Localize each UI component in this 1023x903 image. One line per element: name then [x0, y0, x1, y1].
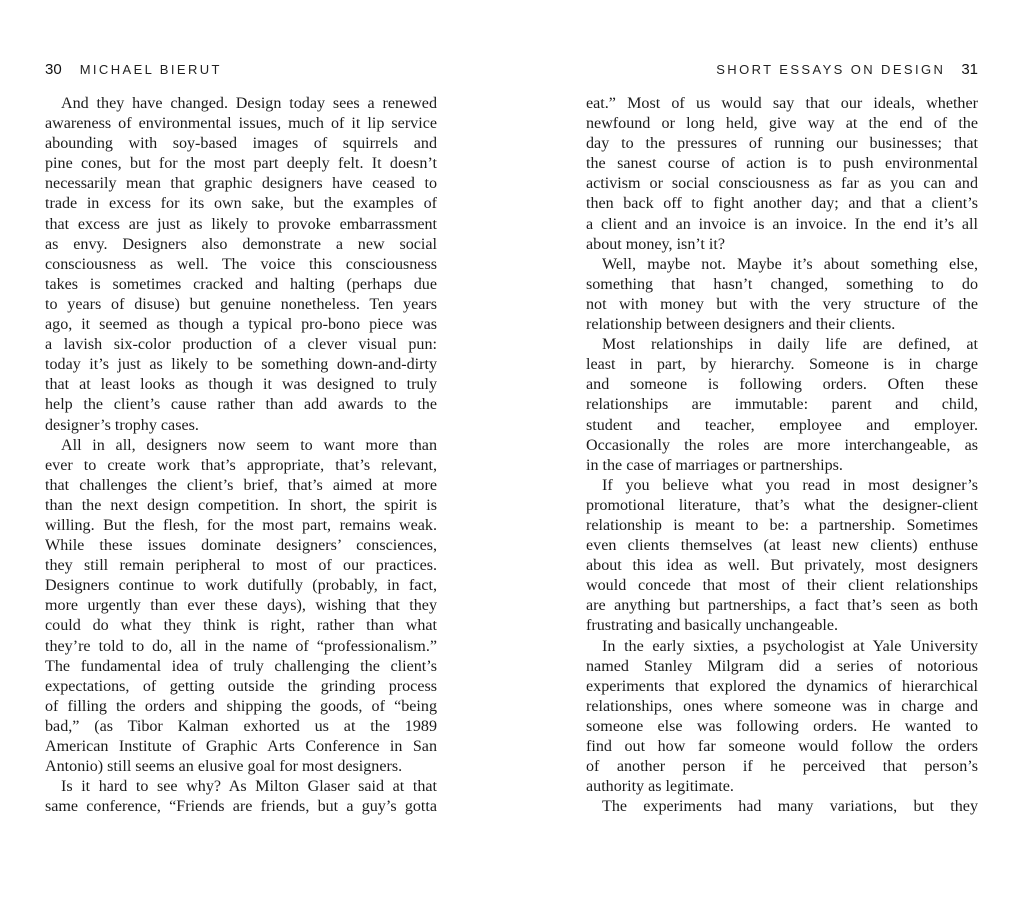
text-line: relationship between designers and their clients.: [586, 316, 896, 334]
text-line: they’re told to do, all in the name of “professionalism.”: [45, 637, 437, 655]
text-line: While these issues dominate designers’ consciences,: [45, 537, 437, 555]
text-line: promotional literature, that’s what the designer-client: [586, 496, 978, 514]
text-line: awareness of environmental issues, much of it lip service: [45, 115, 437, 133]
text-line: of filling the orders and shipping the goods, of “being: [45, 697, 437, 715]
book-title: SHORT ESSAYS ON DESIGN: [716, 62, 946, 77]
text-line: authority as legitimate.: [586, 778, 734, 796]
author-name: MICHAEL BIERUT: [79, 62, 222, 77]
text-line: Most relationships in daily life are defined, at: [602, 336, 978, 354]
right-page: [511, 0, 1023, 903]
text-line: American Institute of Graphic Arts Conference in San: [45, 738, 437, 755]
text-line: experiments that explored the dynamics of hierarchical: [586, 677, 978, 695]
text-line: expectations, of getting outside the grinding process: [45, 677, 437, 695]
text-line: relationship is meant to be: a partnership. Sometimes: [586, 516, 978, 534]
running-head-right: [716, 61, 978, 78]
text-line: to years of disuse) but genuine nonetheless. Ten years: [45, 295, 437, 313]
text-line: pine cones, but for the most part deeply felt. It doesn’t: [45, 155, 437, 173]
text-line: designer’s trophy cases.: [45, 416, 199, 434]
text-line: Designers continue to work dutifully (probably, in fact,: [45, 577, 437, 595]
text-line: then back off to fight another day; and that a client’s: [586, 195, 978, 213]
text-line: If you believe what you read in most designer’s: [602, 476, 978, 494]
text-line: the sanest course of action is to push environmental: [586, 155, 978, 173]
text-line: Is it hard to see why? As Milton Glaser said at that: [61, 778, 437, 796]
text-line: a client and an invoice is an invoice. In the end it’s all: [586, 215, 978, 233]
text-line: about this idea as well. But privately, most designers: [586, 557, 978, 575]
text-line: least in part, by hierarchy. Someone is in charge: [586, 356, 978, 374]
text-line: that challenges the client’s brief, that’s aimed at more: [45, 476, 437, 494]
text-line: even clients themselves (at least new clients) enthuse: [586, 537, 978, 555]
text-line: All in all, designers now seem to want more than: [61, 436, 437, 454]
text-line: In the early sixties, a psychologist at Yale University: [602, 637, 978, 655]
left-page: [0, 0, 511, 903]
text-line: frustrating and basically unchangeable.: [586, 617, 839, 635]
text-line: Well, maybe not. Maybe it’s about something else,: [602, 255, 978, 273]
text-line: bad,” (as Tibor Kalman exhorted us at the 1989: [45, 717, 437, 735]
text-line: as envy. Designers also demonstrate a new social: [45, 235, 437, 253]
text-line: about money, isn’t it?: [586, 235, 726, 253]
text-line: find out how far someone would follow the orders: [586, 738, 978, 755]
text-line: a lavish six-color production of a clever visual pun:: [45, 336, 437, 354]
text-line: willing. But the flesh, for the most part, remains weak.: [45, 516, 437, 534]
text-line: necessarily mean that graphic designers have ceased to: [45, 175, 437, 193]
text-line: The fundamental idea of truly challenging the client’s: [45, 657, 437, 675]
text-line: not with money but with the very structure of the: [586, 295, 978, 313]
text-line: in the case of marriages or partnerships.: [586, 456, 843, 474]
text-line: relationships, ones where someone was in charge and: [586, 697, 978, 715]
text-line: relationships are immutable: parent and child,: [586, 396, 978, 414]
text-line: more urgently than ever these days), wishing that they: [45, 597, 437, 615]
text-line: day to the pressures of running our businesses; that: [586, 135, 978, 153]
text-line: someone else was following orders. He wanted to: [586, 717, 978, 735]
text-line: of another person if he perceived that person’s: [586, 758, 978, 776]
page-number: 30: [45, 61, 62, 78]
text-line: The experiments had many variations, but they: [602, 798, 978, 816]
text-line: and someone is following orders. Often these: [586, 376, 978, 394]
text-line: that excess are just as likely to provoke embarrassment: [45, 215, 437, 233]
text-line: named Stanley Milgram did a series of notorious: [586, 657, 978, 675]
text-line: could do what they think is right, rather than what: [45, 617, 437, 635]
page-number: 31: [961, 61, 978, 78]
text-line: abounding with soy-based images of squirrels and: [45, 135, 437, 153]
text-line: help the client’s cause rather than add awards to the: [45, 396, 437, 414]
text-line: consciousness as well. The voice this consciousness: [45, 255, 437, 273]
text-line: they still remain peripheral to most of our practices.: [45, 557, 437, 575]
text-line: are anything but partnerships, a fact that’s seen as both: [586, 597, 978, 615]
text-line: same conference, “Friends are friends, but a guy’s gotta: [45, 798, 437, 816]
text-line: than the next design competition. In short, the spirit is: [45, 496, 437, 514]
running-head-left: [45, 61, 222, 78]
text-line: today it’s just as likely to be something down-and-dirty: [45, 356, 437, 374]
text-line: ever to create work that’s appropriate, that’s relevant,: [45, 456, 437, 474]
text-line: newfound or long held, give way at the end of the: [586, 115, 978, 133]
text-line: eat.” Most of us would say that our ideals, whether: [586, 95, 978, 112]
body-text-column-left: [45, 94, 437, 817]
text-line: Occasionally the roles are more interchangeable, as: [586, 436, 978, 454]
text-line: trade in excess for its own sake, but the examples of: [45, 195, 437, 213]
text-line: And they have changed. Design today sees a renewed: [61, 95, 437, 112]
text-line: something that hasn’t changed, something to do: [586, 275, 978, 293]
text-line: ago, it seemed as though a typical pro-bono piece was: [45, 316, 437, 334]
text-line: that at least looks as though it was designed to truly: [45, 376, 437, 394]
text-line: would concede that most of their client relationships: [586, 577, 978, 595]
text-line: Antonio) still seems an elusive goal for most designers.: [45, 758, 403, 776]
body-text-column-right: [586, 94, 978, 817]
text-line: student and teacher, employee and employer.: [586, 416, 978, 434]
text-line: activism or social consciousness as far as you can and: [586, 175, 978, 193]
text-line: takes is sometimes cracked and halting (perhaps due: [45, 275, 437, 293]
